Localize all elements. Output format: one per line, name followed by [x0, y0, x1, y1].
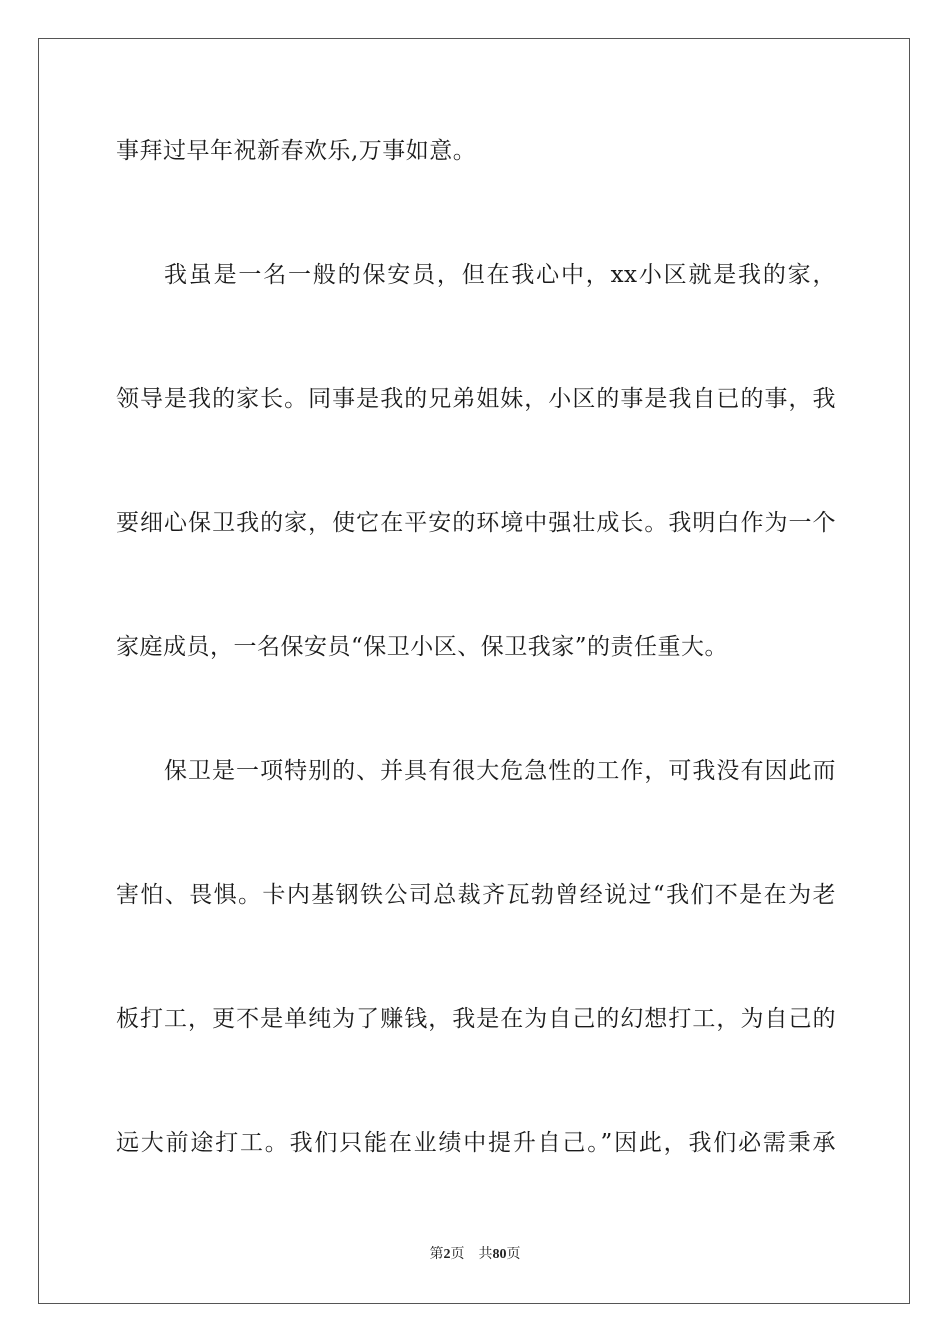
- footer-total-suffix: 页: [506, 1247, 521, 1262]
- body-line-9: 远大前途打工。我们只能在业绩中提升自己。”因此，我们必需秉承: [116, 1130, 836, 1156]
- body-line-3: 领导是我的家长。同事是我的兄弟姐妹，小区的事是我自已的事，我: [116, 386, 836, 412]
- body-line-5: 家庭成员，一名保安员“保卫小区、保卫我家”的责任重大。: [116, 634, 729, 660]
- page-frame: [38, 38, 910, 1304]
- body-line-4: 要细心保卫我的家，使它在平安的环境中强壮成长。我明白作为一个: [116, 510, 836, 536]
- footer-page-prefix: 第: [429, 1247, 444, 1262]
- body-line-1: 事拜过早年祝新春欢乐,万事如意。: [116, 138, 477, 164]
- footer-page-number: 2: [443, 1247, 451, 1262]
- footer-total-prefix: 共: [478, 1247, 493, 1262]
- footer-total-number: 80: [492, 1247, 507, 1262]
- body-line-6: 保卫是一项特别的、并具有很大危急性的工作，可我没有因此而: [164, 758, 836, 784]
- body-line-2: 我虽是一名一般的保安员，但在我心中，xx小区就是我的家，: [164, 262, 836, 288]
- footer-page-suffix: 页: [450, 1247, 465, 1262]
- body-line-7: 害怕、畏惧。卡内基钢铁公司总裁齐瓦勃曾经说过“我们不是在为老: [116, 882, 836, 908]
- body-line-8: 板打工，更不是单纯为了赚钱，我是在为自己的幻想打工，为自己的: [116, 1006, 836, 1032]
- page-footer: [0, 1246, 950, 1264]
